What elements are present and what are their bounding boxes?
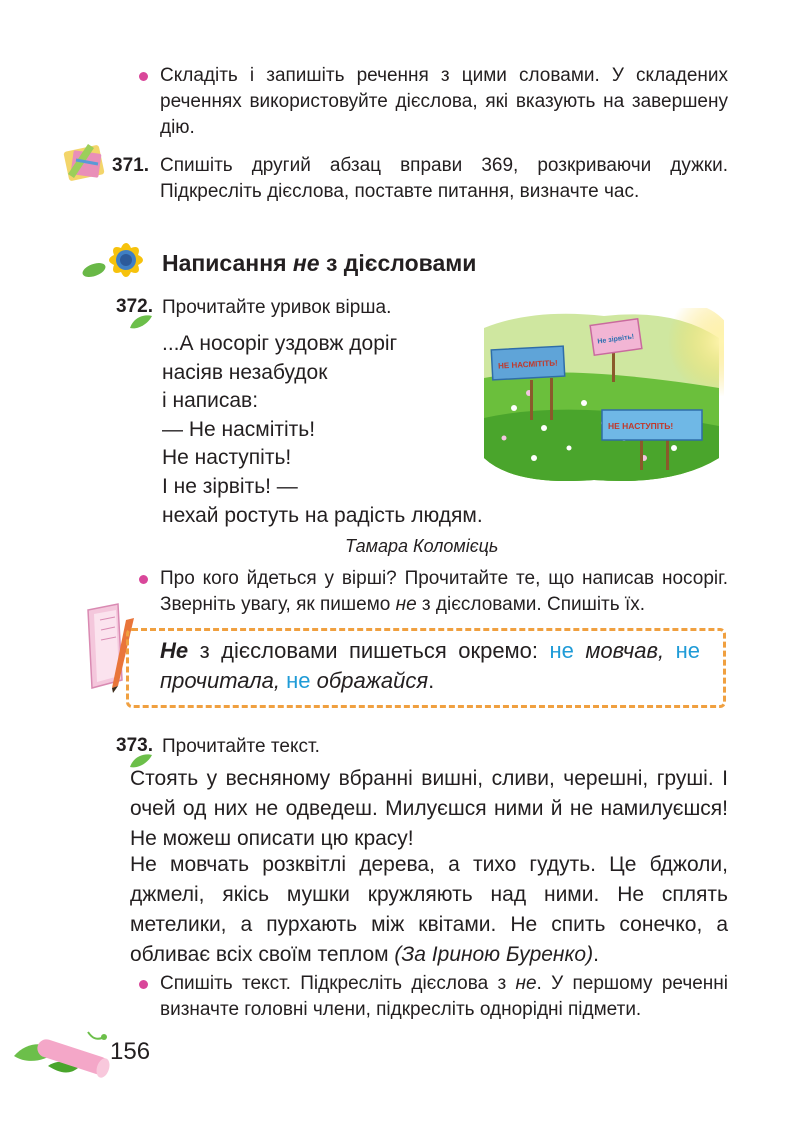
poem-line: ...А носоріг уздовж доріг — [162, 332, 398, 355]
meadow-signs-illustration — [474, 308, 724, 488]
section-title — [162, 248, 476, 278]
exercise-373-number: 373. — [116, 735, 153, 756]
text-paragraph-2 — [130, 850, 728, 970]
section-title-after: з дієсловами — [319, 250, 477, 276]
bullet-icon — [139, 575, 148, 584]
poem-line: — Не насмітіть! — [162, 417, 316, 441]
section-title-before: Написання — [162, 250, 293, 276]
poem-line: І не зірвіть! — — [162, 474, 298, 498]
scroll-leaves-icon — [8, 1026, 118, 1082]
rule-lead: Не — [160, 638, 189, 663]
exercise-372-task — [160, 566, 728, 618]
rule-ne-1: не — [549, 638, 574, 663]
rule-ne-2: не — [675, 638, 700, 663]
text-paragraph-1 — [130, 764, 728, 854]
rule-example-3: ображайся — [310, 668, 429, 693]
rule-end: . — [428, 668, 435, 693]
poem-line: Не наступіть! — [162, 446, 292, 470]
paragraph-2-source: (За Іриною Буренко) — [394, 943, 594, 966]
task-373-before: Спишіть текст. Підкресліть дієслова з — [160, 973, 516, 994]
exercise-371-number: 371. — [112, 155, 149, 176]
task-373-after: . У першому реченні визначте головні члени, підкресліть однорідні підмети. — [160, 973, 728, 1020]
rule-example-2: прочитала, — [160, 668, 287, 693]
poem-line: і написав: — [162, 389, 259, 413]
exercise-372-number: 372. — [116, 296, 153, 317]
task-372-after: з дієсловами. Спишіть їх. — [416, 594, 645, 615]
rule-text — [160, 636, 700, 696]
rule-example-1: мовчав, — [573, 638, 665, 663]
sign-3-text: НЕ НАСТУПІТЬ! — [608, 421, 674, 431]
section-title-em: не — [292, 250, 320, 276]
rule-text-1: з дієсловами пишеться окремо: — [188, 638, 550, 663]
rule-ne-3: не — [286, 668, 311, 693]
paragraph-2-end: . — [593, 943, 599, 966]
task-372-before: Про кого йдеться у вірші? Прочитайте те, що написав носоріг. Зверніть увагу, як пишемо — [160, 568, 728, 615]
exercise-373-instruction: Прочитайте текст. — [162, 736, 320, 757]
paragraph-1-text: Стоять у весняному вбранні вишні, сливи, черешні, груші. І очей од них не одведеш. Милуєшся ними й не намилуєшся! Не можеш описати цю красу! — [130, 767, 728, 850]
task-372-em: не — [395, 594, 417, 615]
bullet-icon — [139, 72, 148, 81]
notebook-pencil-icon — [58, 138, 110, 184]
poem-line: насіяв незабудок — [162, 360, 328, 384]
poem-author: Тамара Коломієць — [345, 536, 499, 556]
exercise-372-instruction: Прочитайте уривок вірша. — [162, 297, 392, 318]
paragraph-2-text: Не мовчать розквітлі дерева, а тихо гудуть. Це бджоли, джмелі, якісь мушки кружляють над ними. Не сплять метелики, а пурхають між квітами. Не спить сонечко, а обливає всіх своїм теплом — [130, 853, 728, 966]
sign-2-text: Не зірвіть! — [597, 333, 635, 346]
task-intro-text: Складіть і запишіть речення з цими словами. У складених реченнях використовуйте дієслова, які вказують на завершену дію. — [160, 65, 728, 138]
poem-line: нехай ростуть на радість людям. — [162, 503, 483, 527]
task-373-em: не — [515, 973, 537, 994]
sign-1-text: НЕ НАСМІТІТЬ! — [497, 358, 558, 371]
sunflower-icon — [82, 236, 154, 286]
leaf-icon — [128, 314, 154, 330]
exercise-373-task — [160, 971, 728, 1023]
page-number: 156 — [110, 1038, 151, 1065]
exercise-371-text: Спишіть другий абзац вправи 369, розкриваючи дужки. Підкресліть дієслова, поставте питання, визначте час. — [160, 155, 728, 202]
bullet-icon — [139, 980, 148, 989]
poem — [162, 330, 483, 530]
